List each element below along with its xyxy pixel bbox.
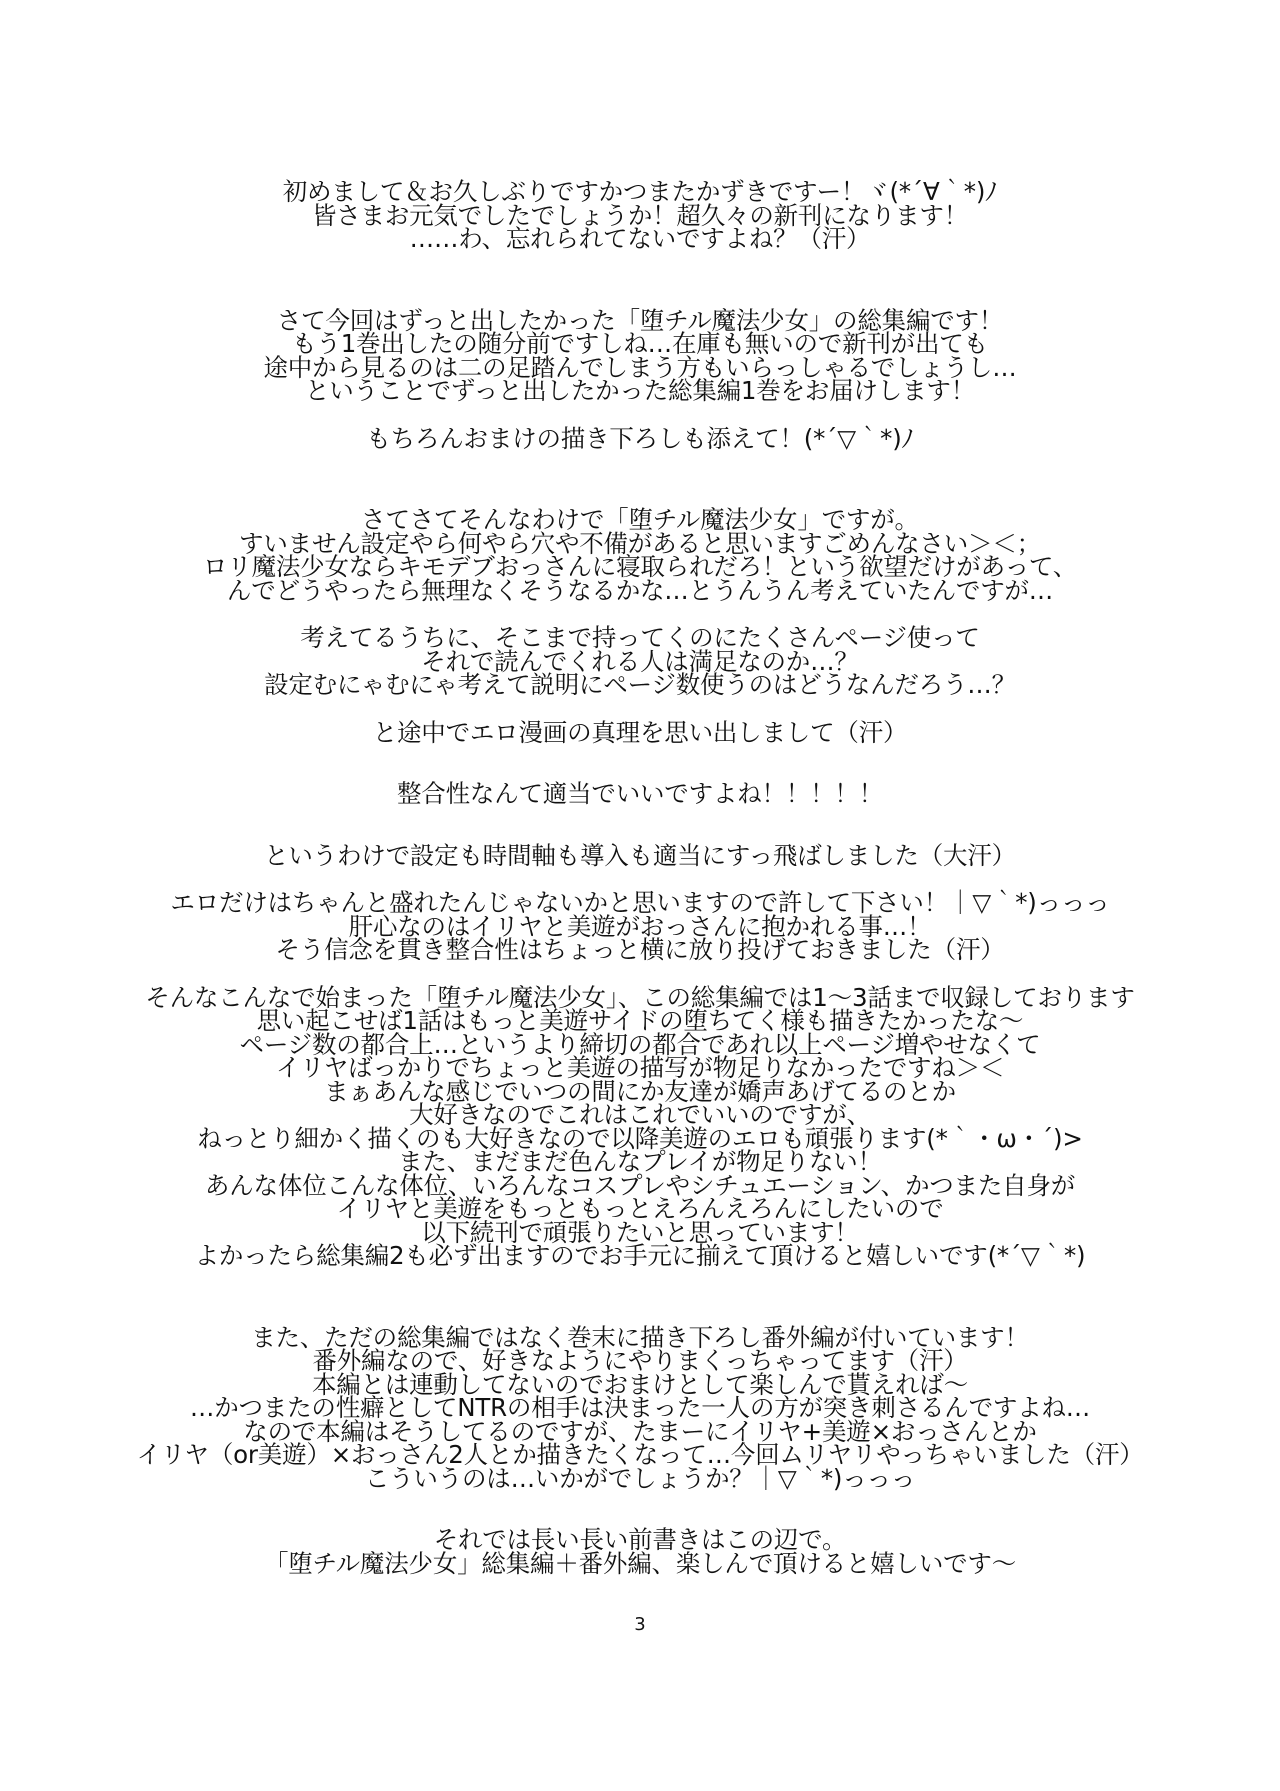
text-line: イリヤと美遊をもっともっとえろんえろんにしたいので [336, 1194, 944, 1223]
text-line: さてさてそんなわけで「堕チル魔法少女」ですが。 [361, 505, 919, 534]
text-line: 思い起こせば1話はもっと美遊サイドの堕ちてく様も描きたかったな～ [256, 1006, 1024, 1035]
text-line: ……わ、忘れられてないですよね？（汗） [409, 224, 871, 253]
text-line: んでどうやったら無理なくそうなるかな…とうんうん考えていたんですが… [226, 575, 1054, 605]
text-line: また、まだまだ色んなプレイが物足りない！ [398, 1147, 882, 1176]
text-line: また、ただの総集編ではなく巻末に描き下ろし番外編が付いています！ [251, 1322, 1029, 1352]
text-line: 番外編なので、好きなようにやりまくっちゃってます（汗） [312, 1346, 968, 1375]
paragraph-consistency [120, 779, 1160, 808]
afterword-text [120, 177, 1160, 1578]
paragraph-ero [120, 888, 1160, 964]
page-number: 3 [634, 1614, 646, 1635]
text-line: そんなこんなで始まった「堕チル魔法少女」、この総集編では1～3話まで収録しております [145, 982, 1135, 1012]
text-line: と途中でエロ漫画の真理を思い出しまして（汗） [372, 717, 908, 747]
text-line: ということでずっと出したかった総集編1巻をお届けします！ [304, 376, 975, 405]
text-line: こういうのは…いかがでしょうか？｜▽｀*)っっっ [364, 1463, 916, 1493]
text-line: 以下続刊で頑張りたいと思っています！ [421, 1217, 859, 1247]
text-line: イリヤ（or美遊）×おっさん2人とか描きたくなって…今回ムリヤリやっちゃいました（汗） [136, 1440, 1144, 1469]
text-line: …かつまたの性癖としてNTRの相手は決まった一人の方が突き刺さるんですよね… [189, 1393, 1091, 1422]
paragraph-skipped [120, 840, 1160, 870]
text-line: イリヤばっかりでちょっと美遊の描写が物足りなかったですね＞＜ [275, 1053, 1005, 1082]
paragraph-extra [120, 1322, 1160, 1493]
text-line: 途中から見るのは二の足踏んでしまう方もいらっしゃるでしょうし… [263, 352, 1017, 382]
paragraph-bonus [120, 423, 1160, 453]
text-line: 皆さまお元気でしたでしょうか！超久々の新刊になります！ [311, 200, 969, 230]
text-line: まぁあんな感じでいつの間にか友達が嬌声あげてるのとか [324, 1076, 956, 1106]
paragraph-setting [120, 505, 1160, 605]
text-line: そう信念を貫き整合性はちょっと横に放り投げておきました（汗） [275, 935, 1005, 964]
text-line: 考えてるうちに、そこまで持ってくのにたくさんページ使って [300, 623, 980, 652]
text-line: 大好きなのでこれはこれでいいのですが、 [409, 1100, 871, 1129]
paragraph-closing [120, 1525, 1160, 1578]
paragraph-thinking [120, 623, 1160, 699]
text-line: エロだけはちゃんと盛れたんじゃないかと思いますので許して下さい！｜▽｀*)っっっ [170, 888, 1110, 917]
text-line: なので本編はそうしてるのですが、たまーにイリヤ+美遊×おっさんとか [243, 1416, 1037, 1446]
text-line: 整合性なんて適当でいいですよね！！！！！ [397, 779, 883, 808]
text-line: 「堕チル魔法少女」総集編＋番外編、楽しんで頂けると嬉しいです～ [263, 1548, 1017, 1578]
text-line: あんな体位こんな体位、いろんなコスプレやシチュエーション、かつまた自身が [204, 1170, 1076, 1200]
text-line: 設定むにゃむにゃ考えて説明にページ数使うのはどうなんだろう…？ [264, 670, 1016, 699]
paragraph-collection [120, 982, 1160, 1270]
text-line: 肝心なのはイリヤと美遊がおっさんに抱かれる事…！ [348, 911, 932, 941]
text-line: ロリ魔法少女ならキモデブおっさんに寝取られだろ！という欲望だけがあって、 [202, 552, 1078, 581]
text-line: ページ数の都合上…というより締切の都合であれ以上ページ増やせなくて [239, 1029, 1041, 1059]
text-line: もちろんおまけの描き下ろしも添えて！(*´▽｀*)ﾉ [366, 423, 914, 453]
text-line: さて今回はずっと出したかった「堕チル魔法少女」の総集編です！ [276, 305, 1004, 335]
text-line: すいません設定やら何やら穴や不備があると思いますごめんなさい＞＜； [239, 528, 1041, 558]
text-line: もう1巻出したの随分前ですしね…在庫も無いので新刊が出ても [292, 329, 988, 358]
text-line: 初めまして＆お久しぶりですかつまたかずきですー！ヾ(*´∀｀*)ﾉ [282, 177, 998, 206]
text-line: それでは長い長い前書きはこの辺で。 [433, 1525, 847, 1554]
text-line: ねっとり細かく描くのも大好きなので以降美遊のエロも頑張ります(*｀・ω・´)> [197, 1123, 1083, 1153]
text-line: よかったら総集編2も必ず出ますのでお手元に揃えて頂けると嬉しいです(*´▽｀*) [194, 1241, 1086, 1270]
text-line: というわけで設定も時間軸も導入も適当にすっ飛ばしました（大汗） [264, 840, 1016, 870]
text-line: 本編とは連動してないのでおまけとして楽しんで貰えれば～ [311, 1369, 969, 1399]
paragraph-truth [120, 717, 1160, 747]
text-line: それで読んでくれる人は満足なのか…？ [421, 646, 859, 676]
paragraph-intro [120, 305, 1160, 405]
paragraph-greeting [120, 177, 1160, 253]
